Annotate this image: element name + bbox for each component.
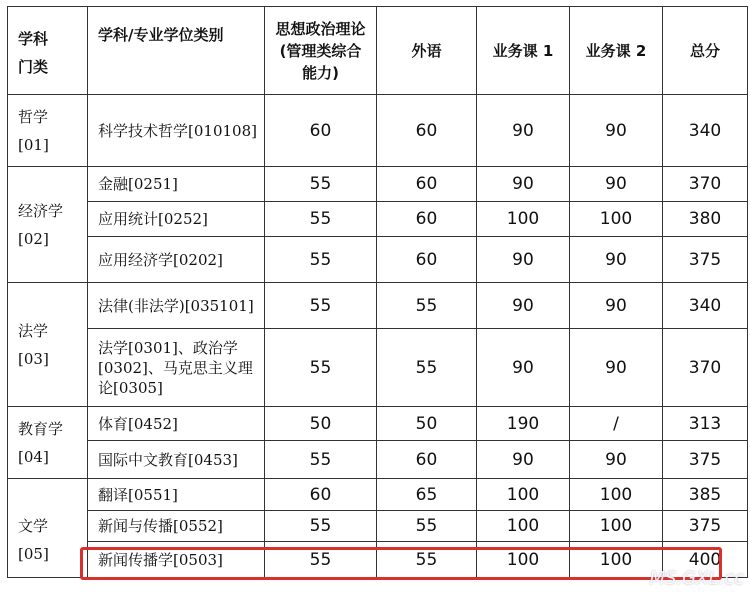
table-row bbox=[8, 202, 748, 237]
header-politics-line-2: (管理类综合 bbox=[279, 41, 362, 60]
foreign-cell: 60 bbox=[377, 167, 477, 202]
course1-cell: 100 bbox=[477, 202, 570, 237]
course2-cell: 90 bbox=[570, 167, 663, 202]
table-row-highlighted bbox=[8, 542, 748, 578]
header-course2: 业务课 2 bbox=[570, 7, 663, 95]
major-cell bbox=[88, 329, 265, 407]
politics-cell: 55 bbox=[265, 283, 377, 329]
total-cell: 375 bbox=[663, 237, 748, 283]
foreign-cell: 50 bbox=[377, 407, 477, 441]
total-cell: 375 bbox=[663, 441, 748, 479]
politics-cell: 55 bbox=[265, 167, 377, 202]
total-cell: 400 bbox=[663, 542, 748, 578]
foreign-cell: 60 bbox=[377, 202, 477, 237]
course1-cell: 90 bbox=[477, 167, 570, 202]
course1-cell: 90 bbox=[477, 329, 570, 407]
major-cell: 金融[0251] bbox=[88, 167, 265, 202]
category-code: [03] bbox=[18, 349, 49, 368]
major-cell: 新闻与传播[0552] bbox=[88, 511, 265, 542]
category-name: 文学 bbox=[18, 517, 49, 535]
total-cell: 340 bbox=[663, 95, 748, 167]
header-politics-line-3: 能力) bbox=[302, 63, 339, 82]
category-cell bbox=[8, 407, 88, 479]
table-row bbox=[8, 237, 748, 283]
foreign-cell: 55 bbox=[377, 329, 477, 407]
course2-cell: 100 bbox=[570, 202, 663, 237]
watermark: MS.GXL.cc bbox=[649, 568, 744, 589]
course1-cell: 90 bbox=[477, 441, 570, 479]
course1-cell: 90 bbox=[477, 95, 570, 167]
header-row bbox=[8, 7, 748, 95]
course2-cell: 90 bbox=[570, 329, 663, 407]
table-row bbox=[8, 283, 748, 329]
header-foreign: 外语 bbox=[377, 7, 477, 95]
foreign-cell: 55 bbox=[377, 283, 477, 329]
politics-cell: 55 bbox=[265, 237, 377, 283]
header-category-line-1: 学科 bbox=[18, 30, 49, 48]
header-category bbox=[8, 7, 88, 95]
foreign-cell: 60 bbox=[377, 237, 477, 283]
politics-cell: 60 bbox=[265, 479, 377, 511]
category-cell bbox=[8, 167, 88, 283]
major-cell: 新闻传播学[0503] bbox=[88, 542, 265, 578]
table-row bbox=[8, 167, 748, 202]
politics-cell: 55 bbox=[265, 202, 377, 237]
foreign-cell: 55 bbox=[377, 511, 477, 542]
major-cell: 科学技术哲学[010108] bbox=[88, 95, 265, 167]
course2-cell: 90 bbox=[570, 237, 663, 283]
major-line-2: [0302]、马克思主义理 bbox=[98, 358, 253, 377]
header-total: 总分 bbox=[663, 7, 748, 95]
header-politics bbox=[265, 7, 377, 95]
total-cell: 370 bbox=[663, 167, 748, 202]
major-cell: 翻译[0551] bbox=[88, 479, 265, 511]
score-table bbox=[7, 6, 748, 578]
major-cell: 应用经济学[0202] bbox=[88, 237, 265, 283]
table-row bbox=[8, 441, 748, 479]
course2-cell: 100 bbox=[570, 511, 663, 542]
foreign-cell: 55 bbox=[377, 542, 477, 578]
total-cell: 313 bbox=[663, 407, 748, 441]
course2-cell: 90 bbox=[570, 441, 663, 479]
major-line-3: 论[0305] bbox=[98, 378, 163, 397]
course1-cell: 100 bbox=[477, 542, 570, 578]
category-code: [04] bbox=[18, 447, 49, 466]
major-line-1: 法学[0301]、政治学 bbox=[98, 338, 238, 357]
total-cell: 340 bbox=[663, 283, 748, 329]
category-name: 法学 bbox=[18, 321, 49, 340]
major-cell: 法律(非法学)[035101] bbox=[88, 283, 265, 329]
course2-cell: / bbox=[570, 407, 663, 441]
politics-cell: 55 bbox=[265, 542, 377, 578]
total-cell: 385 bbox=[663, 479, 748, 511]
course2-cell: 100 bbox=[570, 479, 663, 511]
table-row bbox=[8, 511, 748, 542]
course2-cell: 90 bbox=[570, 95, 663, 167]
politics-cell: 55 bbox=[265, 511, 377, 542]
category-code: [05] bbox=[18, 545, 49, 563]
major-cell: 应用统计[0252] bbox=[88, 202, 265, 237]
total-cell: 380 bbox=[663, 202, 748, 237]
politics-cell: 50 bbox=[265, 407, 377, 441]
header-category-line-2: 门类 bbox=[18, 58, 49, 76]
header-major: 学科/专业学位类别 bbox=[88, 7, 265, 95]
category-code: [01] bbox=[18, 135, 49, 154]
course2-cell: 100 bbox=[570, 542, 663, 578]
category-cell bbox=[8, 95, 88, 167]
category-name: 哲学 bbox=[18, 107, 49, 126]
header-politics-line-1: 思想政治理论 bbox=[275, 19, 366, 38]
category-name: 经济学 bbox=[18, 201, 64, 220]
category-cell bbox=[8, 479, 88, 578]
course1-cell: 100 bbox=[477, 511, 570, 542]
foreign-cell: 60 bbox=[377, 441, 477, 479]
table-row bbox=[8, 479, 748, 511]
table-row bbox=[8, 329, 748, 407]
politics-cell: 60 bbox=[265, 95, 377, 167]
course1-cell: 190 bbox=[477, 407, 570, 441]
course1-cell: 90 bbox=[477, 237, 570, 283]
major-cell: 国际中文教育[0453] bbox=[88, 441, 265, 479]
politics-cell: 55 bbox=[265, 441, 377, 479]
category-cell bbox=[8, 283, 88, 407]
course1-cell: 100 bbox=[477, 479, 570, 511]
table-row bbox=[8, 407, 748, 441]
total-cell: 375 bbox=[663, 511, 748, 542]
course1-cell: 90 bbox=[477, 283, 570, 329]
header-course1: 业务课 1 bbox=[477, 7, 570, 95]
category-code: [02] bbox=[18, 229, 49, 248]
table-row bbox=[8, 95, 748, 167]
total-cell: 370 bbox=[663, 329, 748, 407]
category-name: 教育学 bbox=[18, 419, 64, 438]
major-cell: 体育[0452] bbox=[88, 407, 265, 441]
course2-cell: 90 bbox=[570, 283, 663, 329]
foreign-cell: 60 bbox=[377, 95, 477, 167]
politics-cell: 55 bbox=[265, 329, 377, 407]
foreign-cell: 65 bbox=[377, 479, 477, 511]
